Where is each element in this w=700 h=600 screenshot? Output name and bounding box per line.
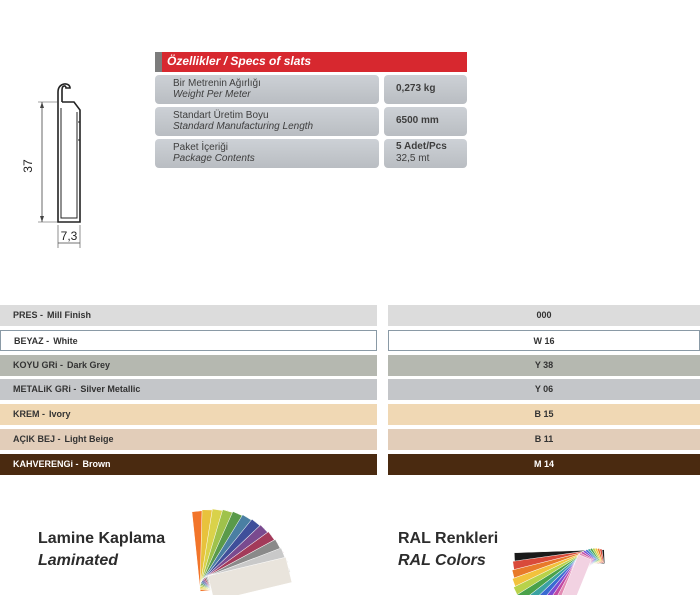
specs-title: Özellikler / Specs of slats [167,54,312,68]
spec-label-box [155,107,379,136]
profile-width-label: 7,3 [60,229,78,243]
color-name-en: Dark Grey [67,359,111,370]
spec-label-tr: Paket İçeriği [173,142,229,153]
color-name-en: White [53,335,78,346]
spec-label-en: Package Contents [173,153,255,164]
color-row [0,379,700,400]
color-name-en: Silver Metallic [80,384,141,395]
color-name-en: Mill Finish [47,310,92,320]
spec-value: 6500 mm [396,115,439,126]
color-row [0,454,700,475]
specs-header-tab [155,52,162,72]
spec-value-box [384,139,467,168]
color-name-tr: PRES - [13,310,44,320]
spec-label-tr: Standart Üretim Boyu [173,110,269,121]
color-code-cell: Y 06 [388,379,700,400]
color-name-tr: KAHVERENGi - [13,458,79,469]
spec-value-sub: 32,5 mt [396,153,430,164]
ral-title-tr: RAL Renkleri [398,530,499,547]
color-name-en: Brown [82,458,111,469]
specs-table [155,52,467,168]
specs-header [155,52,467,72]
profile-height-label: 37 [21,159,35,173]
color-code-cell: Y 38 [388,355,700,376]
color-name-tr: BEYAZ - [14,335,50,346]
spec-value: 0,273 kg [396,83,436,94]
spec-value-box [384,75,467,104]
spec-row-package [155,139,467,168]
color-name-en: Ivory [49,409,71,420]
color-fan-ral-icon [505,500,685,595]
color-name-cell [0,305,377,326]
color-name-cell [0,454,377,475]
spec-value-box [384,107,467,136]
color-code-cell: B 11 [388,429,700,450]
color-name-cell [0,379,377,400]
spec-label-en: Weight Per Meter [173,89,251,100]
ral-title-en: RAL Colors [398,552,486,569]
color-fan-laminated-icon [190,500,350,595]
spec-row-weight [155,75,467,104]
color-name-en: Light Beige [64,433,114,444]
slat-profile-drawing [18,80,98,255]
color-code-cell: M 14 [388,454,700,475]
color-row [0,404,700,425]
color-code-cell: 000 [388,305,700,326]
color-name-tr: AÇIK BEJ - [13,433,61,444]
color-options-list [0,305,700,479]
color-code-cell: B 15 [388,404,700,425]
color-code-cell: W 16 [388,330,700,351]
spec-label-tr: Bir Metrenin Ağırlığı [173,78,261,89]
spec-label-box [155,75,379,104]
color-name-cell [0,429,377,450]
color-row [0,330,700,351]
spec-label-en: Standard Manufacturing Length [173,121,314,132]
color-row [0,305,700,326]
spec-label-box [155,139,379,168]
color-name-tr: METALiK GRi - [13,384,77,395]
color-name-tr: KOYU GRi - [13,359,64,370]
color-name-tr: KREM - [13,409,45,420]
color-row [0,355,700,376]
spec-value: 5 Adet/Pcs [396,141,447,152]
color-row [0,429,700,450]
color-name-cell [0,330,377,351]
laminated-title-tr: Lamine Kaplama [38,530,166,547]
laminated-title-en: Laminated [38,552,119,569]
spec-row-length [155,107,467,136]
color-name-cell [0,404,377,425]
color-name-cell [0,355,377,376]
